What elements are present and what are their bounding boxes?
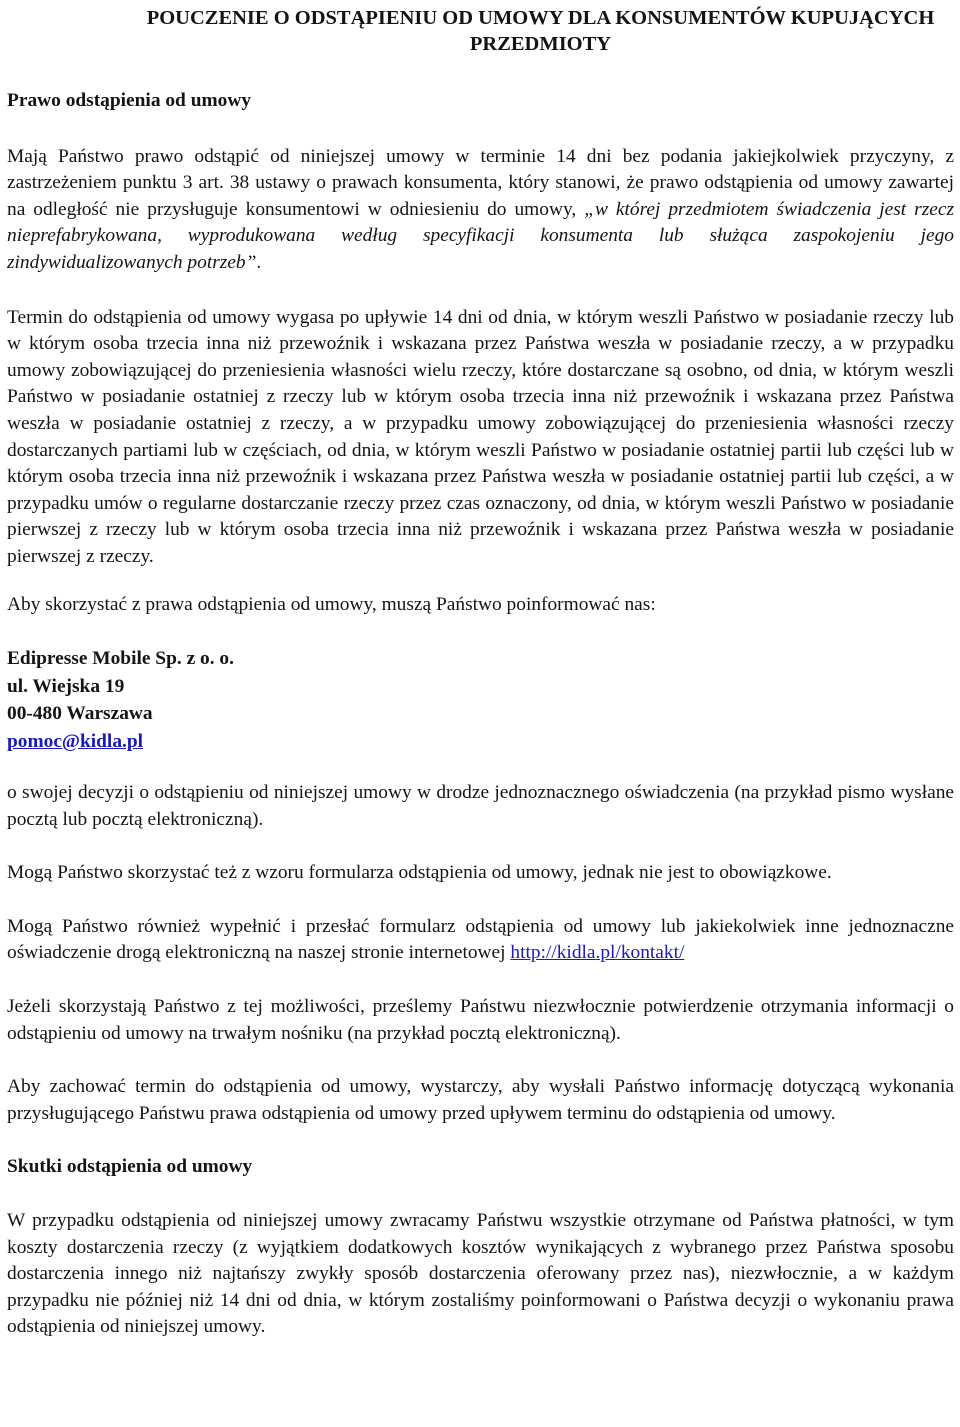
paragraph-keep-deadline: Aby zachować termin do odstąpienia od umowy, wystarczy, aby wysłali Państwo informację dotyczącą wykonania przysługującego Państwu prawa odstąpienia od umowy przed upływem terminu do odstąpienia od umowy.: [7, 1076, 954, 1124]
paragraph-text: Mogą Państwo również wypełnić i przesłać formularz odstąpienia od umowy lub jakiekolwiek inne jednoznaczne oświadczenie drogą elektroniczną na naszej stronie internetowej: [7, 915, 954, 964]
paragraph-end: .: [256, 251, 262, 273]
paragraph-text: Mają Państwo prawo odstąpić od niniejszej umowy w terminie 14 dni bez podania jakiejkolwiek przyczyny, z zastrzeżeniem punktu 3 art. 38 ustawy o prawach konsumenta, który stanowi, że prawo odstąpienia od umowy zawartej na odległość nie przysługuje konsumentowi w odniesieniu do umowy,: [7, 145, 954, 220]
paragraph-withdrawal-right: [7, 144, 954, 277]
email-link[interactable]: pomoc@kidla.pl: [7, 730, 144, 752]
paragraph-confirmation: Jeżeli skorzystają Państwo z tej możliwości, prześlemy Państwu niezwłocznie potwierdzenie otrzymania informacji o odstąpieniu od umowy na trwałym nośniku (na przykład pocztą elektroniczną).: [7, 996, 954, 1044]
paragraph-electronic-form: [7, 914, 954, 967]
section-heading-right-of-withdrawal: Prawo odstąpienia od umowy: [7, 90, 252, 111]
company-address: [7, 645, 954, 755]
contact-page-link[interactable]: http://kidla.pl/kontakt/: [510, 942, 685, 964]
paragraph-deadline: Termin do odstąpienia od umowy wygasa po upływie 14 dni od dnia, w którym weszli Państwo w posiadanie rzeczy lub w którym osoba trzecia inna niż przewoźnik i wskazana przez Państwa weszła w posiadanie rzeczy, a w przypadku umowy zobowiązującej do przeniesienia własności wielu rzeczy, które dostarczane są osobno, od dnia, w którym weszli Państwo w posiadanie ostatniej z rzeczy lub w którym osoba trzecia inna niż przewoźnik i wskazana przez Państwa weszła w posiadanie ostatniej z rzeczy, a w przypadku umowy zobowiązującej do przeniesienia własności rzeczy dostarczanych partiami lub w częściach, od dnia, w którym weszli Państwo w posiadanie ostatniej partii lub części lub w którym osoba trzecia inna niż przewoźnik i wskazana przez Państwa weszła w posiadanie ostatniej partii lub części, a w przypadku umów o regularne dostarczanie rzeczy przez czas oznaczony, od dnia, w którym weszli Państwo w posiadanie pierwszej z rzeczy lub w którym osoba trzecia inna niż przewoźnik i wskazana przez Państwa weszła w posiadanie pierwszej z rzeczy.: [7, 306, 954, 567]
document-title: POUCZENIE O ODSTĄPIENIU OD UMOWY DLA KONSUMENTÓW KUPUJĄCYCH PRZEDMIOTY: [146, 7, 935, 55]
paragraph-form-template: Mogą Państwo skorzystać też z wzoru formularza odstąpienia od umowy, jednak nie jest to obowiązkowe.: [7, 862, 832, 884]
company-name: Edipresse Mobile Sp. z o. o.: [7, 648, 234, 670]
section-heading-effects-of-withdrawal: Skutki odstąpienia od umowy: [7, 1156, 253, 1178]
paragraph-refund: W przypadku odstąpienia od niniejszej umowy zwracamy Państwu wszystkie otrzymane od Państwa płatności, w tym koszty dostarczenia rzeczy (z wyjątkiem dodatkowych kosztów wynikających z wybranego przez Państwa sposobu dostarczenia innego niż najtańszy zwykły sposób dostarczenia oferowany przez nas), niezwłocznie, a w każdym przypadku nie później niż 14 dni od dnia, w którym zostaliśmy poinformowani o Państwa decyzji o wykonaniu prawa odstąpienia od niniejszej umowy.: [7, 1210, 954, 1338]
quoted-exception: „w której przedmiotem świadczenia jest rzecz nieprefabrykowana, wyprodukowana według specyfikacji konsumenta lub służąca zaspokojeniu jego zindywidualizowanych potrzeb”: [7, 198, 954, 273]
paragraph-decision: o swojej decyzji o odstąpieniu od niniejszej umowy w drodze jednoznacznego oświadczenia (na przykład pismo wysłane pocztą lub pocztą elektroniczną).: [7, 782, 954, 830]
paragraph-how-to-inform: Aby skorzystać z prawa odstąpienia od umowy, muszą Państwo poinformować nas:: [7, 593, 656, 615]
company-street: ul. Wiejska 19: [7, 675, 125, 697]
company-city: 00-480 Warszawa: [7, 703, 153, 725]
